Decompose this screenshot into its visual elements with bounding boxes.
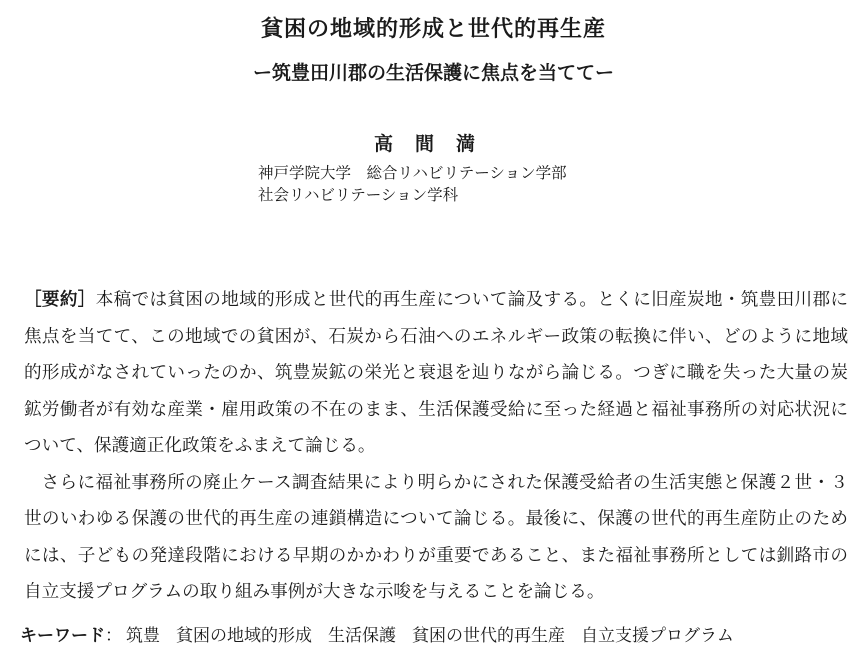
keywords-section bbox=[20, 622, 860, 650]
keyword-item: 貧困の世代的再生産 bbox=[412, 626, 565, 646]
paper-title: 貧困の地域的形成と世代的再生産 bbox=[260, 17, 606, 42]
abstract-paragraph-2: さらに福祉事務所の廃止ケース調査結果により明らかにされた保護受給者の生活実態と保護２世・３世のいわゆる保護の世代的再生産の連鎖構造について論じる。最後に、保護の世代的再生産防止のためには、子どもの発達段階における早期のかかわりが重要であること、また福祉事務所としては釧路市の自立支援プログラムの取り組み事例が大きな示唆を与えることを論じる。 bbox=[24, 472, 848, 602]
keywords-label: キーワード bbox=[20, 626, 105, 646]
affiliation-department: 社会リハビリテーション学科 bbox=[258, 186, 459, 204]
abstract-label: ［要約］ bbox=[24, 290, 96, 310]
keyword-item: 生活保護 bbox=[328, 626, 396, 646]
abstract-paragraph-1 bbox=[24, 282, 848, 465]
abstract-text-1: 本稿では貧困の地域的形成と世代的再生産について論及する。とくに旧産炭地・筑豊田川郡に焦点を当てて、この地域での貧困が、石炭から石油へのエネルギー政策の転換に伴い、どのように地域的形成がなされていったのか、筑豊炭鉱の栄光と衰退を辿りながら論じる。つぎに職を失った大量の炭鉱労働者が有効な産業・雇用政策の不在のまま、生活保護受給に至った経過と福祉事務所の対応状況について、保護適正化政策をふまえて論じる。 bbox=[24, 290, 848, 456]
keyword-item: 貧困の地域的形成 bbox=[176, 626, 312, 646]
author-name: 高間満 bbox=[373, 133, 497, 155]
abstract-section bbox=[24, 282, 848, 611]
keywords-separator: ： bbox=[105, 626, 122, 646]
keyword-item: 筑豊 bbox=[126, 626, 160, 646]
affiliation-university: 神戸学院大学 総合リハビリテーション学部 bbox=[258, 164, 567, 182]
paper-subtitle: ー筑豊田川郡の生活保護に焦点を当ててー bbox=[252, 62, 614, 84]
keyword-item: 自立支援プログラム bbox=[581, 626, 734, 646]
